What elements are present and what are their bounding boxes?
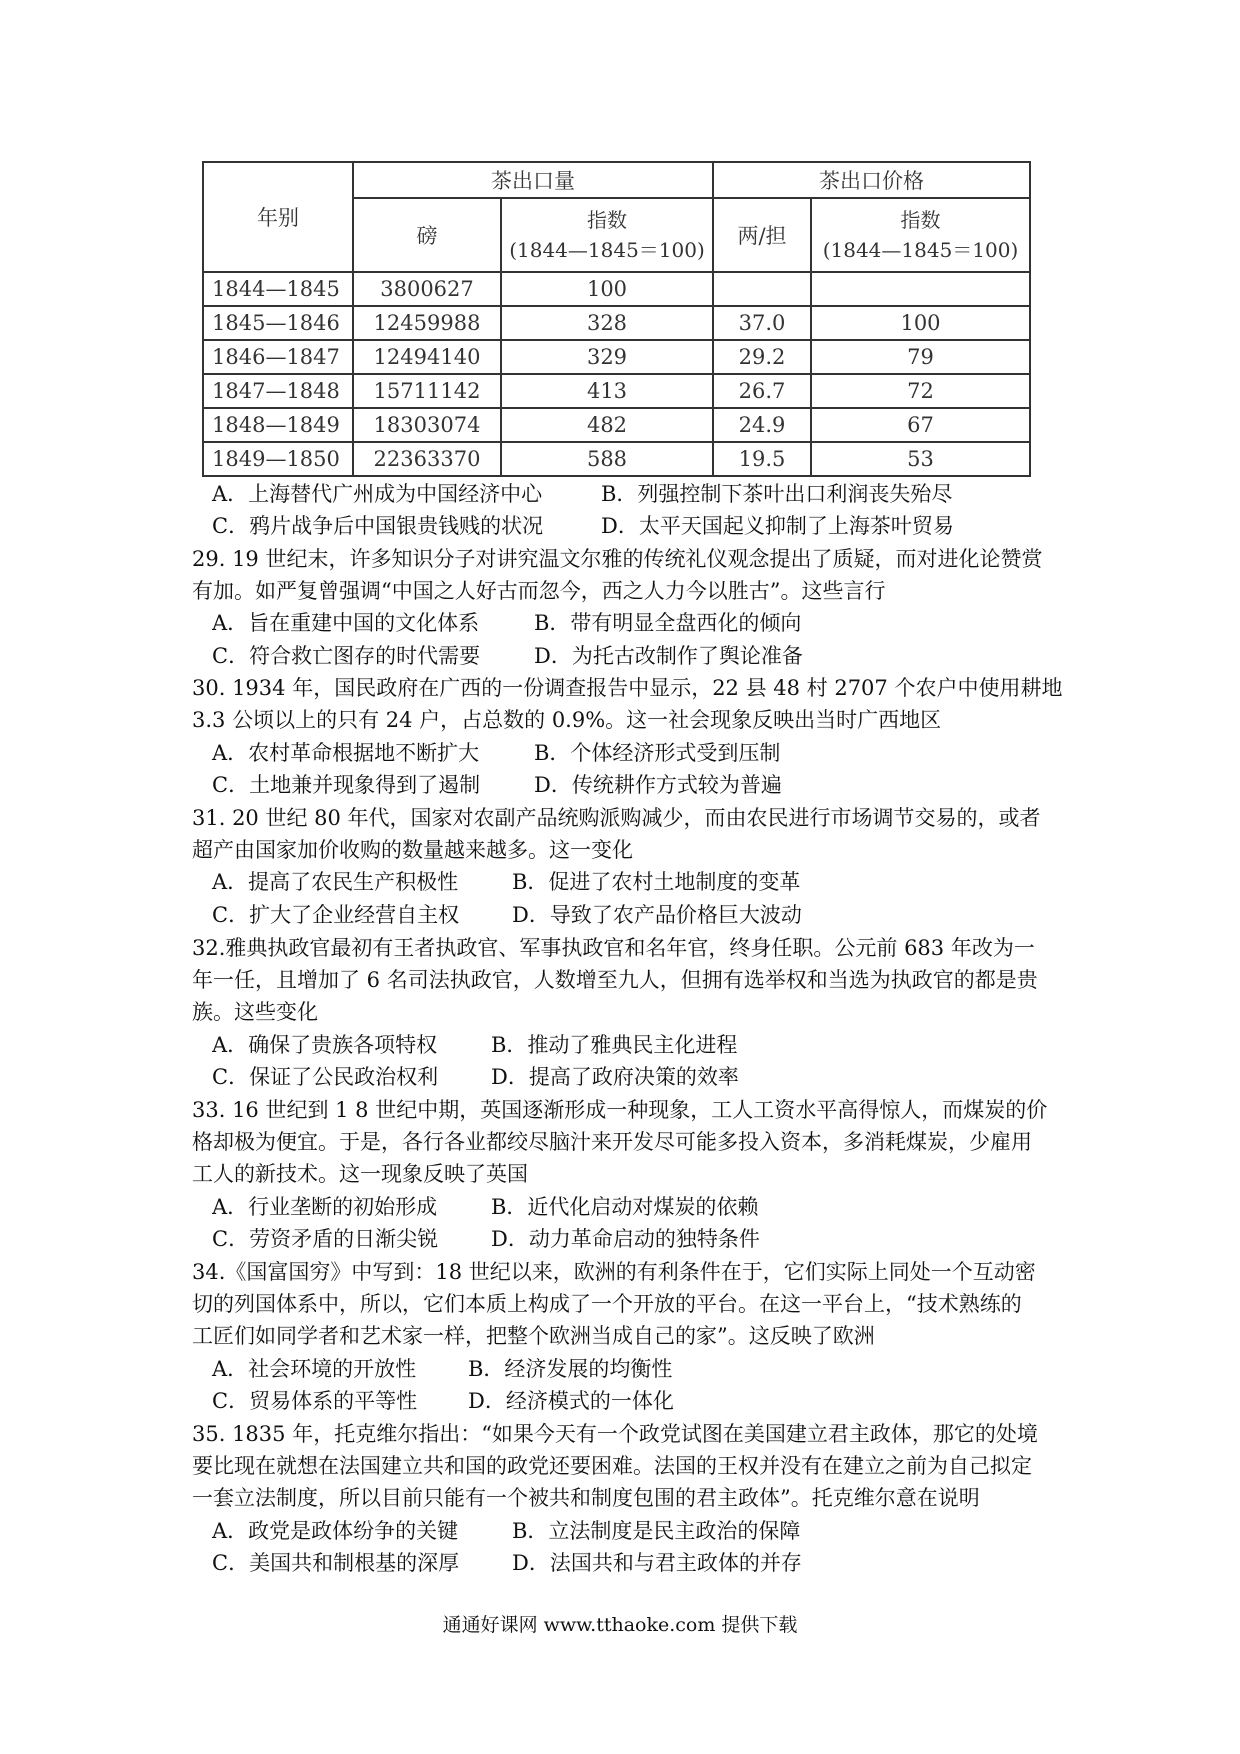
q32-stem-line-2: 年一任，且增加了 6 名司法执政官，人数增至九人，但拥有选举权和当选为执政官的都是贵 <box>192 968 1038 992</box>
q33-stem-line-1: 33. 16 世纪到 1 8 世纪中期，英国逐渐形成一种现象，工人工资水平高得惊人，而煤炭的价 <box>192 1098 1048 1122</box>
q34-option-c: C．贸易体系的平等性 <box>212 1389 418 1413</box>
q32-option-a: A．确保了贵族各项特权 <box>212 1033 438 1057</box>
cell-pounds: 22363370 <box>353 442 501 476</box>
cell-year: 1849—1850 <box>203 442 353 476</box>
q30-option-c: C．土地兼并现象得到了遏制 <box>212 773 481 797</box>
cell-year: 1848—1849 <box>203 408 353 442</box>
table-row <box>203 374 1030 408</box>
cell-price-index: 79 <box>811 340 1030 374</box>
cell-volume-index: 413 <box>501 374 713 408</box>
q34-option-a: A．社会环境的开放性 <box>212 1357 417 1381</box>
q30-option-a: A．农村革命根据地不断扩大 <box>212 741 480 765</box>
q35-stem-line-2: 要比现在就想在法国建立共和国的政党还要困难。法国的王权并没有在建立之前为自己拟定 <box>192 1454 1032 1478</box>
cell-pounds: 18303074 <box>353 408 501 442</box>
table-row <box>203 306 1030 340</box>
q33-stem-line-2: 格却极为便宜。于是，各行各业都绞尽脑汁来开发尽可能多投入资本，多消耗煤炭，少雇用 <box>192 1130 1032 1154</box>
q32-stem-line-1: 32.雅典执政官最初有王者执政官、军事执政官和名年官，终身任职。公元前 683 年改为一 <box>192 936 1035 960</box>
q35-option-b: B．立法制度是民主政治的保障 <box>512 1519 801 1543</box>
cell-volume-index: 588 <box>501 442 713 476</box>
tea-export-table <box>202 161 1031 477</box>
q32-option-b: B．推动了雅典民主化进程 <box>491 1033 738 1057</box>
cell-price: 19.5 <box>713 442 811 476</box>
q33-option-d: D．动力革命启动的独特条件 <box>491 1227 760 1251</box>
header-price-group: 茶出口价格 <box>713 162 1030 198</box>
cell-pounds: 12459988 <box>353 306 501 340</box>
q32-option-d: D．提高了政府决策的效率 <box>491 1065 739 1089</box>
q30-option-d: D．传统耕作方式较为普遍 <box>534 773 782 797</box>
cell-price: 24.9 <box>713 408 811 442</box>
q30-stem-line-1: 30. 1934 年，国民政府在广西的一份调查报告中显示，22 县 48 村 2707 个农户中使用耕地 <box>192 676 1063 700</box>
cell-price: 37.0 <box>713 306 811 340</box>
cell-volume-index: 100 <box>501 272 713 306</box>
q35-stem-line-3: 一套立法制度，所以目前只能有一个被共和制度包围的君主政体”。托克维尔意在说明 <box>192 1486 980 1510</box>
cell-price-index: 100 <box>811 306 1030 340</box>
table-row <box>203 442 1030 476</box>
cell-price-index: 67 <box>811 408 1030 442</box>
q33-option-b: B．近代化启动对煤炭的依赖 <box>491 1195 759 1219</box>
q28-option-b: B．列强控制下茶叶出口利润丧失殆尽 <box>601 482 953 506</box>
q30-option-b: B．个体经济形式受到压制 <box>534 741 781 765</box>
q34-option-d: D．经济模式的一体化 <box>468 1389 674 1413</box>
q29-option-d: D．为托古改制作了舆论准备 <box>534 644 803 668</box>
cell-price: 29.2 <box>713 340 811 374</box>
q34-option-b: B．经济发展的均衡性 <box>468 1357 673 1381</box>
cell-year: 1844—1845 <box>203 272 353 306</box>
q29-stem-line-2: 有加。如严复曾强调“中国之人好古而忽今，西之人力今以胜古”。这些言行 <box>192 579 886 603</box>
q31-option-b: B．促进了农村土地制度的变革 <box>512 870 801 894</box>
q28-option-c: C．鸦片战争后中国银贵钱贱的状况 <box>212 514 544 538</box>
q29-option-a: A．旨在重建中国的文化体系 <box>212 611 480 635</box>
q33-option-c: C．劳资矛盾的日渐尖锐 <box>212 1227 439 1251</box>
q31-stem-line-2: 超产由国家加价收购的数量越来越多。这一变化 <box>192 838 633 862</box>
cell-pounds: 3800627 <box>353 272 501 306</box>
q34-stem-line-1: 34.《国富国穷》中写到：18 世纪以来，欧洲的有利条件在于，它们实际上同处一个互动密 <box>192 1260 1036 1284</box>
cell-pounds: 15711142 <box>353 374 501 408</box>
header-index-base: (1844—1845＝100) <box>509 238 705 262</box>
cell-year: 1847—1848 <box>203 374 353 408</box>
q35-option-c: C．美国共和制根基的深厚 <box>212 1551 460 1575</box>
q33-option-a: A．行业垄断的初始形成 <box>212 1195 438 1219</box>
q32-stem-line-3: 族。这些变化 <box>192 1000 318 1024</box>
header-price-index <box>811 198 1030 272</box>
cell-year: 1846—1847 <box>203 340 353 374</box>
q28-option-d: D．太平天国起义抑制了上海茶叶贸易 <box>601 514 954 538</box>
q35-stem-line-1: 35. 1835 年，托克维尔指出：“如果今天有一个政党试图在美国建立君主政体，那它的处境 <box>192 1422 1038 1446</box>
header-index-label: 指数 <box>587 208 627 232</box>
cell-price-index: 72 <box>811 374 1030 408</box>
header-volume-index <box>501 198 713 272</box>
cell-price-index: 53 <box>811 442 1030 476</box>
q31-stem-line-1: 31. 20 世纪 80 年代，国家对农副产品统购派购减少，而由农民进行市场调节交易的，或者 <box>192 806 1041 830</box>
header-taels: 两/担 <box>713 198 811 272</box>
header-index-base: (1844—1845＝100) <box>822 238 1019 262</box>
q34-stem-line-2: 切的列国体系中，所以，它们本质上构成了一个开放的平台。在这一平台上，“技术熟练的 <box>192 1292 1022 1316</box>
cell-price-index <box>811 272 1030 306</box>
q29-option-c: C．符合救亡图存的时代需要 <box>212 644 481 668</box>
cell-volume-index: 482 <box>501 408 713 442</box>
table-row <box>203 272 1030 306</box>
q31-option-c: C．扩大了企业经营自主权 <box>212 903 460 927</box>
q28-option-a: A．上海替代广州成为中国经济中心 <box>212 482 543 506</box>
header-volume-group: 茶出口量 <box>353 162 713 198</box>
q35-option-a: A．政党是政体纷争的关键 <box>212 1519 459 1543</box>
cell-year: 1845—1846 <box>203 306 353 340</box>
q29-option-b: B．带有明显全盘西化的倾向 <box>534 611 802 635</box>
header-index-label: 指数 <box>900 208 941 232</box>
table-row <box>203 340 1030 374</box>
q34-stem-line-3: 工匠们如同学者和艺术家一样，把整个欧洲当成自己的家”。这反映了欧洲 <box>192 1324 875 1348</box>
q31-option-a: A．提高了农民生产积极性 <box>212 870 459 894</box>
table-row <box>203 408 1030 442</box>
cell-price <box>713 272 811 306</box>
footer-credit: 通通好课网 www.tthaoke.com 提供下载 <box>442 1614 798 1636</box>
header-pounds: 磅 <box>353 198 501 272</box>
q32-option-c: C．保证了公民政治权利 <box>212 1065 439 1089</box>
q31-option-d: D．导致了农产品价格巨大波动 <box>512 903 802 927</box>
header-year: 年别 <box>203 162 353 272</box>
cell-volume-index: 329 <box>501 340 713 374</box>
cell-pounds: 12494140 <box>353 340 501 374</box>
cell-volume-index: 328 <box>501 306 713 340</box>
cell-price: 26.7 <box>713 374 811 408</box>
q35-option-d: D．法国共和与君主政体的并存 <box>512 1551 802 1575</box>
q29-stem-line-1: 29. 19 世纪末，许多知识分子对讲究温文尔雅的传统礼仪观念提出了质疑，而对进化论赞赏 <box>192 547 1043 571</box>
q30-stem-line-2: 3.3 公顷以上的只有 24 户，占总数的 0.9%。这一社会现象反映出当时广西地区 <box>192 708 942 732</box>
q33-stem-line-3: 工人的新技术。这一现象反映了英国 <box>192 1162 528 1186</box>
